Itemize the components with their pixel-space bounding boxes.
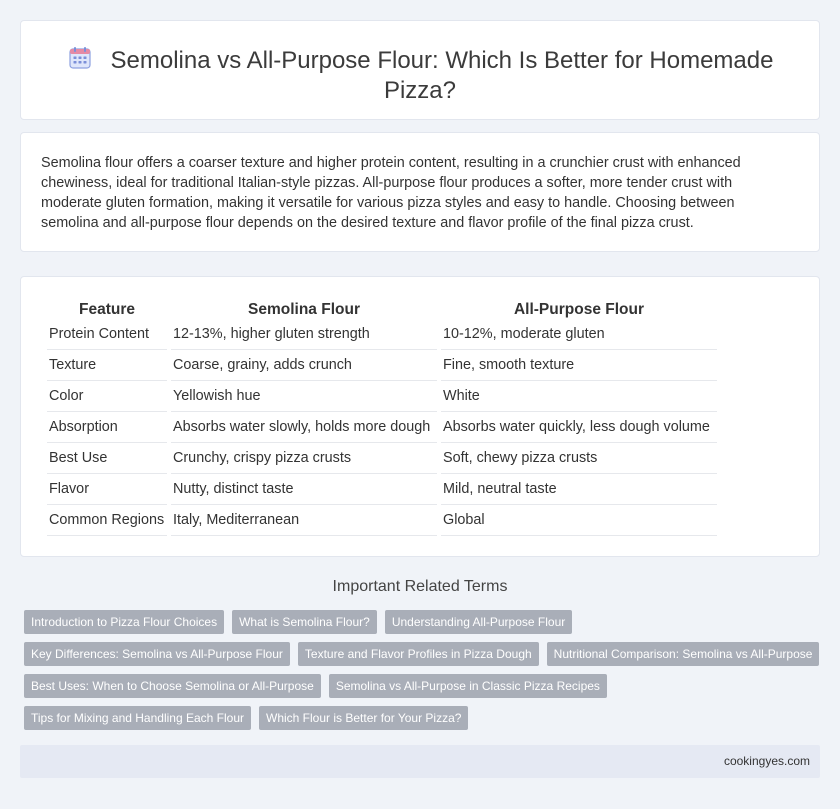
header-semolina: Semolina Flour <box>248 301 360 318</box>
table-row <box>47 319 717 350</box>
related-term-link[interactable]: Semolina vs All-Purpose in Classic Pizza Recipes <box>329 674 607 698</box>
feature-cell: Texture <box>47 350 167 381</box>
table-row <box>47 474 717 505</box>
table-row <box>47 412 717 443</box>
related-term-link[interactable]: Best Uses: When to Choose Semolina or All-Purpose <box>24 674 321 698</box>
all-purpose-cell: Soft, chewy pizza crusts <box>441 443 717 474</box>
intro-card <box>20 132 820 252</box>
semolina-cell: Coarse, grainy, adds crunch <box>171 350 437 381</box>
calendar-grid-icon <box>67 45 93 71</box>
feature-cell: Protein Content <box>47 319 167 350</box>
related-term-link[interactable]: Understanding All-Purpose Flour <box>385 610 572 634</box>
semolina-cell: 12-13%, higher gluten strength <box>171 319 437 350</box>
semolina-cell: Nutty, distinct taste <box>171 474 437 505</box>
table-row <box>47 381 717 412</box>
all-purpose-cell: 10-12%, moderate gluten <box>441 319 717 350</box>
table-row <box>47 350 717 381</box>
intro-paragraph: Semolina flour offers a coarser texture and higher protein content, resulting in a crunchier crust with enhanced chewiness, ideal for traditional Italian-style pizzas. All-purpose flour produces a softer, more tender crust with moderate gluten formation, making it versatile for various pizza styles and easy to handle. Choosing between semolina and all-purpose flour depends on the desired texture and flavor profile of the final pizza crust. <box>41 155 741 231</box>
feature-cell: Flavor <box>47 474 167 505</box>
comparison-card <box>20 276 820 557</box>
semolina-cell: Yellowish hue <box>171 381 437 412</box>
comparison-table <box>43 297 721 536</box>
header-card <box>20 20 820 120</box>
related-term-link[interactable]: Texture and Flavor Profiles in Pizza Dough <box>298 642 539 666</box>
semolina-cell: Italy, Mediterranean <box>171 505 437 536</box>
related-term-link[interactable]: Which Flour is Better for Your Pizza? <box>259 706 468 730</box>
related-term-link[interactable]: Key Differences: Semolina vs All-Purpose Flour <box>24 642 290 666</box>
all-purpose-cell: Mild, neutral taste <box>441 474 717 505</box>
tag-row <box>24 610 824 634</box>
related-terms-list <box>24 610 824 738</box>
related-term-link[interactable]: Introduction to Pizza Flour Choices <box>24 610 224 634</box>
page-title <box>61 45 779 106</box>
footer-bar <box>20 745 820 778</box>
related-term-link[interactable]: What is Semolina Flour? <box>232 610 377 634</box>
related-terms-title: Important Related Terms <box>332 578 508 595</box>
tag-row <box>24 642 824 666</box>
semolina-cell: Crunchy, crispy pizza crusts <box>171 443 437 474</box>
table-row <box>47 505 717 536</box>
tag-row <box>24 674 824 698</box>
all-purpose-cell: White <box>441 381 717 412</box>
feature-cell: Color <box>47 381 167 412</box>
table-row <box>47 443 717 474</box>
table-header-row <box>47 297 717 319</box>
footer-site-link[interactable]: cookingyes.com <box>723 754 810 768</box>
tag-row <box>24 706 824 730</box>
feature-cell: Absorption <box>47 412 167 443</box>
related-term-link[interactable]: Nutritional Comparison: Semolina vs All-Purpose <box>547 642 820 666</box>
related-term-link[interactable]: Tips for Mixing and Handling Each Flour <box>24 706 251 730</box>
all-purpose-cell: Fine, smooth texture <box>441 350 717 381</box>
page-title-text: Semolina vs All-Purpose Flour: Which Is Better for Homemade Pizza? <box>110 47 774 104</box>
all-purpose-cell: Global <box>441 505 717 536</box>
feature-cell: Common Regions <box>47 505 167 536</box>
all-purpose-cell: Absorbs water quickly, less dough volume <box>441 412 717 443</box>
feature-cell: Best Use <box>47 443 167 474</box>
header-all-purpose: All-Purpose Flour <box>513 301 645 318</box>
header-feature: Feature <box>79 301 135 318</box>
semolina-cell: Absorbs water slowly, holds more dough <box>171 412 437 443</box>
